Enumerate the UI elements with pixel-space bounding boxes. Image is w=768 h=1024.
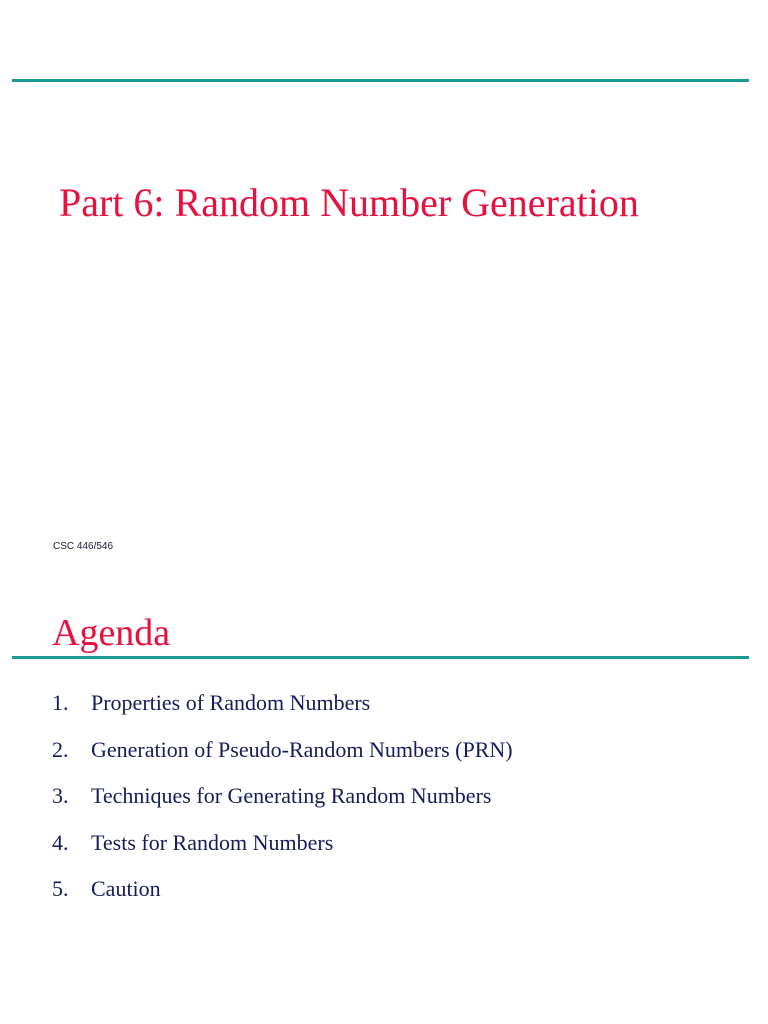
agenda-item-number: 3. (52, 783, 69, 808)
agenda-item-text: Tests for Random Numbers (91, 829, 334, 855)
agenda-item-text: Caution (91, 876, 161, 901)
agenda-item-number: 5. (52, 876, 69, 901)
agenda-item-text: Techniques for Generating Random Numbers (91, 783, 492, 808)
agenda-item (52, 779, 513, 826)
agenda-item (52, 872, 513, 919)
agenda-item-number: 2. (52, 736, 69, 762)
agenda-item (52, 733, 513, 780)
agenda-heading: Agenda (52, 612, 171, 654)
agenda-item-text: Generation of Pseudo-Random Numbers (PRN) (91, 736, 513, 762)
agenda-item (52, 686, 513, 733)
agenda-item (52, 826, 513, 873)
slide-title: Part 6: Random Number Generation (59, 180, 639, 225)
agenda-list (52, 686, 513, 919)
title-divider-line (12, 79, 749, 82)
agenda-item-number: 1. (52, 690, 69, 715)
course-label: CSC 446/546 (53, 541, 114, 552)
agenda-divider-line (12, 656, 749, 659)
agenda-item-text: Properties of Random Numbers (91, 690, 371, 715)
agenda-item-number: 4. (52, 829, 69, 855)
